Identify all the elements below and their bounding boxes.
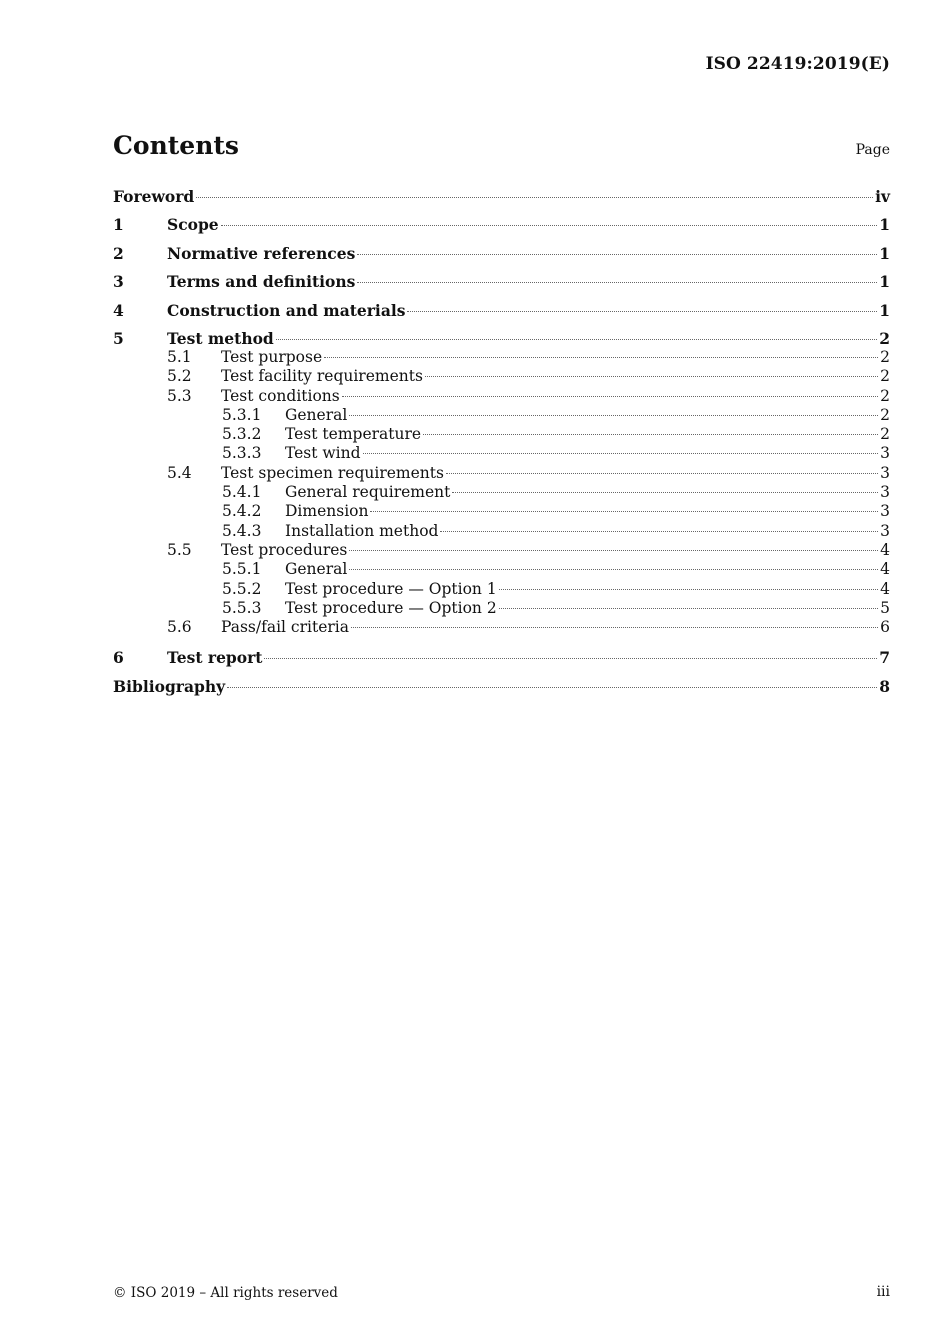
toc-entry-page: 1	[879, 243, 890, 263]
table-of-contents	[113, 184, 890, 702]
toc-entry-title: Test temperature	[285, 425, 422, 444]
toc-entry-page: 2	[880, 425, 890, 444]
toc-entry-page: 4	[880, 540, 890, 559]
toc-entry-title: Test report	[167, 648, 263, 668]
toc-entry-page: 2	[880, 367, 890, 386]
copyright-notice: © ISO 2019 – All rights reserved	[113, 1285, 338, 1301]
dot-leader	[196, 197, 873, 198]
toc-entry-number: 5.3.1	[222, 405, 262, 424]
toc-entry-title: Construction and materials	[167, 300, 406, 320]
toc-entry-page: 2	[879, 328, 890, 348]
toc-entry-page: 2	[880, 386, 890, 405]
toc-entry-number: 1	[113, 215, 124, 235]
toc-entry-title: Installation method	[285, 521, 439, 540]
dot-leader	[499, 589, 878, 590]
dot-leader	[349, 415, 878, 416]
toc-entry[interactable]	[113, 541, 890, 560]
dot-leader	[221, 225, 878, 226]
dot-leader	[407, 311, 877, 312]
toc-entry-number: 6	[113, 648, 124, 668]
toc-entry[interactable]	[113, 298, 890, 326]
toc-entry[interactable]	[113, 184, 890, 212]
dot-leader	[423, 434, 878, 435]
toc-entry[interactable]	[113, 645, 890, 673]
toc-entry-title: Bibliography	[113, 676, 226, 696]
toc-entry-title: Dimension	[285, 502, 369, 521]
toc-entry[interactable]	[113, 387, 890, 406]
toc-entry[interactable]	[113, 241, 890, 269]
toc-entry-number: 4	[113, 300, 124, 320]
toc-entry-title: Scope	[167, 215, 219, 235]
toc-entry[interactable]	[113, 464, 890, 483]
dot-leader	[446, 473, 878, 474]
toc-entry[interactable]	[113, 618, 890, 637]
toc-entry-page: 1	[879, 300, 890, 320]
toc-entry-page: 3	[880, 444, 890, 463]
toc-entry-page: 3	[880, 502, 890, 521]
toc-entry[interactable]	[113, 348, 890, 367]
dot-leader	[342, 396, 878, 397]
toc-entry-number: 5.4.2	[222, 502, 262, 521]
dot-leader	[349, 569, 878, 570]
toc-entry-title: Test method	[167, 328, 274, 348]
toc-entry-page: 4	[880, 579, 890, 598]
toc-entry-number: 5.5.1	[222, 560, 262, 579]
toc-entry-page: 1	[879, 272, 890, 292]
toc-entry-number: 5.4.1	[222, 483, 262, 502]
toc-entry-title: Test wind	[285, 444, 361, 463]
toc-entry-number: 5.5.3	[222, 598, 262, 617]
dot-leader	[363, 453, 879, 454]
dot-leader	[357, 282, 877, 283]
toc-entry-page: 4	[880, 560, 890, 579]
dot-leader	[227, 687, 877, 688]
toc-entry[interactable]	[113, 599, 890, 618]
toc-entry[interactable]	[113, 367, 890, 386]
toc-entry-number: 5.1	[167, 347, 192, 366]
toc-entry[interactable]	[113, 269, 890, 297]
toc-entry-page: 3	[880, 463, 890, 482]
toc-entry-number: 3	[113, 272, 124, 292]
toc-entry-title: Foreword	[113, 187, 195, 206]
toc-entry[interactable]	[113, 502, 890, 521]
dot-leader	[499, 608, 878, 609]
toc-entry-page: 7	[879, 648, 890, 668]
toc-entry[interactable]	[113, 212, 890, 240]
toc-entry[interactable]	[113, 425, 890, 444]
toc-entry-number: 5	[113, 328, 124, 348]
toc-entry[interactable]	[113, 326, 890, 348]
dot-leader	[370, 511, 878, 512]
toc-entry-title: Pass/fail criteria	[221, 618, 349, 637]
contents-title: Contents	[113, 131, 240, 160]
dot-leader	[440, 531, 878, 532]
toc-entry-title: Test facility requirements	[221, 367, 423, 386]
doc-code: ISO 22419:2019(E)	[705, 54, 890, 74]
dot-leader	[425, 376, 878, 377]
toc-entry-page: 5	[880, 598, 890, 617]
toc-entry[interactable]	[113, 674, 890, 702]
toc-entry-number: 5.5.2	[222, 579, 262, 598]
dot-leader	[351, 627, 878, 628]
toc-entry-title: General requirement	[285, 483, 451, 502]
toc-entry-number: 5.4.3	[222, 521, 262, 540]
toc-entry-title: Terms and definitions	[167, 272, 356, 292]
toc-entry-number: 2	[113, 243, 124, 263]
toc-entry-number: 5.2	[167, 367, 192, 386]
dot-leader	[349, 550, 878, 551]
toc-entry-page: 2	[880, 405, 890, 424]
dot-leader	[452, 492, 878, 493]
toc-entry[interactable]	[113, 580, 890, 599]
toc-entry[interactable]	[113, 444, 890, 463]
toc-entry[interactable]	[113, 522, 890, 541]
dot-leader	[264, 658, 877, 659]
toc-entry-number: 5.5	[167, 540, 192, 559]
toc-entry-title: General	[285, 560, 348, 579]
page-number: iii	[876, 1284, 890, 1300]
toc-entry-number: 5.6	[167, 618, 192, 637]
toc-entry-page: iv	[875, 187, 890, 206]
toc-entry[interactable]	[113, 406, 890, 425]
toc-entry-number: 5.3.3	[222, 444, 262, 463]
page-column-label: Page	[855, 142, 890, 158]
toc-entry-title: Test procedure — Option 2	[285, 598, 497, 617]
toc-entry-title: Test procedures	[221, 540, 348, 559]
toc-entry-title: Test conditions	[221, 386, 340, 405]
dot-leader	[276, 339, 877, 340]
toc-entry-page: 2	[880, 347, 890, 366]
dot-leader	[357, 254, 877, 255]
toc-entry-page: 3	[880, 521, 890, 540]
toc-entry-title: Test specimen requirements	[221, 463, 444, 482]
toc-entry-page: 8	[879, 676, 890, 696]
toc-entry-title: Test purpose	[221, 347, 323, 366]
toc-entry[interactable]	[113, 483, 890, 502]
toc-entry-title: Test procedure — Option 1	[285, 579, 497, 598]
toc-entry[interactable]	[113, 560, 890, 579]
toc-entry-page: 6	[880, 618, 890, 637]
toc-entry-number: 5.3.2	[222, 425, 262, 444]
toc-entry-title: General	[285, 405, 348, 424]
toc-entry-title: Normative references	[167, 243, 356, 263]
dot-leader	[324, 357, 878, 358]
toc-entry-page: 3	[880, 483, 890, 502]
toc-entry-number: 5.3	[167, 386, 192, 405]
toc-entry-number: 5.4	[167, 463, 192, 482]
toc-entry-page: 1	[879, 215, 890, 235]
